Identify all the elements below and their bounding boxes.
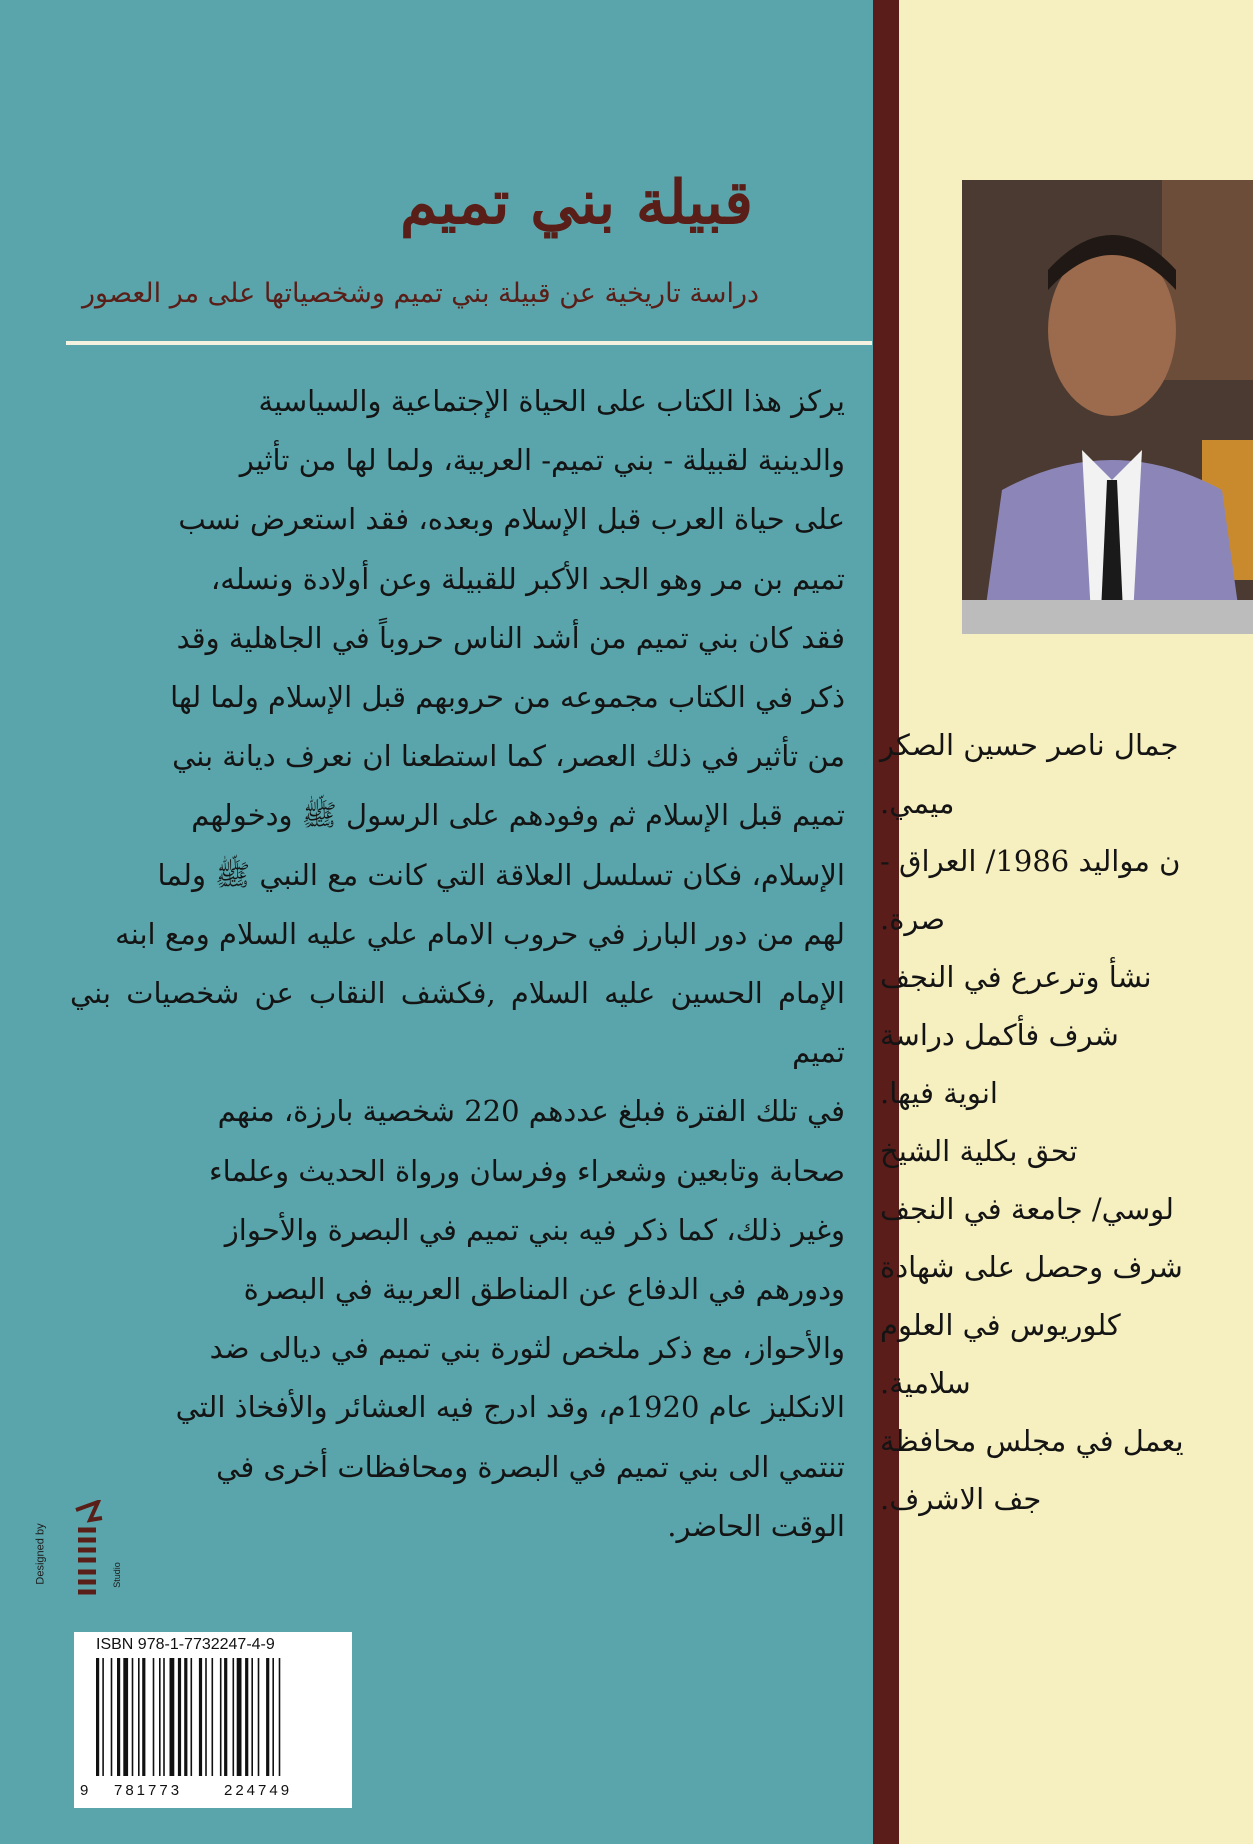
description-line: الوقت الحاضر.	[667, 1508, 845, 1543]
description-line: في تلك الفترة فبلغ عددهم 220 شخصية بارزة، منهم	[217, 1094, 845, 1129]
divider-rule	[66, 341, 872, 345]
author-bio	[880, 716, 1253, 1528]
barcode-digit: 9	[80, 1782, 89, 1799]
book-description	[70, 372, 845, 1556]
bio-line: نشأ وترعرع في النجف	[880, 960, 1152, 994]
description-line: وغير ذلك، كما ذكر فيه بني تميم في البصرة والأحواز	[224, 1212, 845, 1247]
bio-line: انوية فيها.	[880, 1076, 998, 1110]
description-line: تنتمي الى بني تميم في البصرة ومحافظات أخرى في	[216, 1449, 845, 1484]
bio-line: شرف وحصل على شهادة	[880, 1250, 1183, 1284]
isbn-barcode	[74, 1632, 352, 1808]
description-line: يركز هذا الكتاب على الحياة الإجتماعية والسياسية	[258, 384, 845, 418]
designer-credit: Designed by	[34, 1523, 47, 1585]
bio-line: ميمي.	[880, 786, 955, 820]
description-line: والأحواز، مع ذكر ملخص لثورة بني تميم في ديالى ضد	[209, 1331, 845, 1366]
bio-line: لوسي/ جامعة في النجف	[880, 1192, 1174, 1226]
description-line: الانكليز عام 1920م، وقد ادرج فيه العشائر والأفخاذ التي	[175, 1390, 845, 1425]
barcode-icon	[94, 1658, 334, 1780]
bio-line: ن مواليد 1986/ العراق -	[880, 844, 1181, 878]
bio-line: سلامية.	[880, 1366, 971, 1400]
description-line: لهم من دور البارز في حروب الامام علي عليه السلام ومع ابنه	[115, 916, 845, 951]
bio-line: جف الاشرف.	[880, 1482, 1042, 1516]
description-line: تميم بن مر وهو الجد الأكبر للقبيلة وعن أولادة ونسله،	[210, 561, 845, 596]
bio-line: يعمل في مجلس محافظة	[880, 1424, 1184, 1458]
bio-line: كلوريوس في العلوم	[880, 1308, 1121, 1342]
description-line: على حياة العرب قبل الإسلام وبعده، فقد استعرض نسب	[178, 502, 845, 537]
bio-line: جمال ناصر حسين الصكر	[880, 728, 1179, 762]
isbn-label: ISBN 978-1-7732247-4-9	[96, 1636, 275, 1653]
description-line: ذكر في الكتاب مجموعه من حروبهم قبل الإسلام ولما لها	[170, 680, 845, 715]
description-line: ودورهم في الدفاع عن المناطق العربية في البصرة	[243, 1272, 845, 1307]
studio-label: Studio	[111, 1562, 122, 1588]
bio-line: شرف فأكمل دراسة	[880, 1018, 1119, 1052]
description-line: فقد كان بني تميم من أشد الناس حروباً في الجاهلية وقد	[176, 620, 845, 655]
book-subtitle: دراسة تاريخية عن قبيلة بني تميم وشخصياتها على مر العصور	[82, 278, 760, 309]
description-line: الإمام الحسين عليه السلام ,فكشف النقاب عن شخصيات بني تميم	[70, 976, 845, 1070]
designer-logo	[34, 1500, 122, 1620]
studio-mark-icon	[68, 1500, 108, 1610]
book-title: قبيلة بني تميم	[400, 168, 753, 238]
description-line: من تأثير في ذلك العصر، كما استطعنا ان نعرف ديانة بني	[172, 739, 845, 774]
description-line: الإسلام، فكان تسلسل العلاقة التي كانت مع النبي ﷺ ولما	[157, 857, 845, 892]
barcode-digit: 224749	[224, 1782, 293, 1799]
author-photo	[962, 180, 1253, 634]
author-portrait-icon	[962, 180, 1253, 634]
description-line: تميم قبل الإسلام ثم وفودهم على الرسول ﷺ ودخولهم	[191, 798, 845, 833]
barcode-digit: 781773	[114, 1782, 183, 1799]
bio-line: تحق بكلية الشيخ	[880, 1134, 1078, 1168]
description-line: والدينية لقبيلة - بني تميم- العربية، ولما لها من تأثير	[239, 443, 845, 478]
description-line: صحابة وتابعين وشعراء وفرسان ورواة الحديث وعلماء	[209, 1153, 845, 1188]
bio-line: صرة.	[880, 902, 946, 936]
